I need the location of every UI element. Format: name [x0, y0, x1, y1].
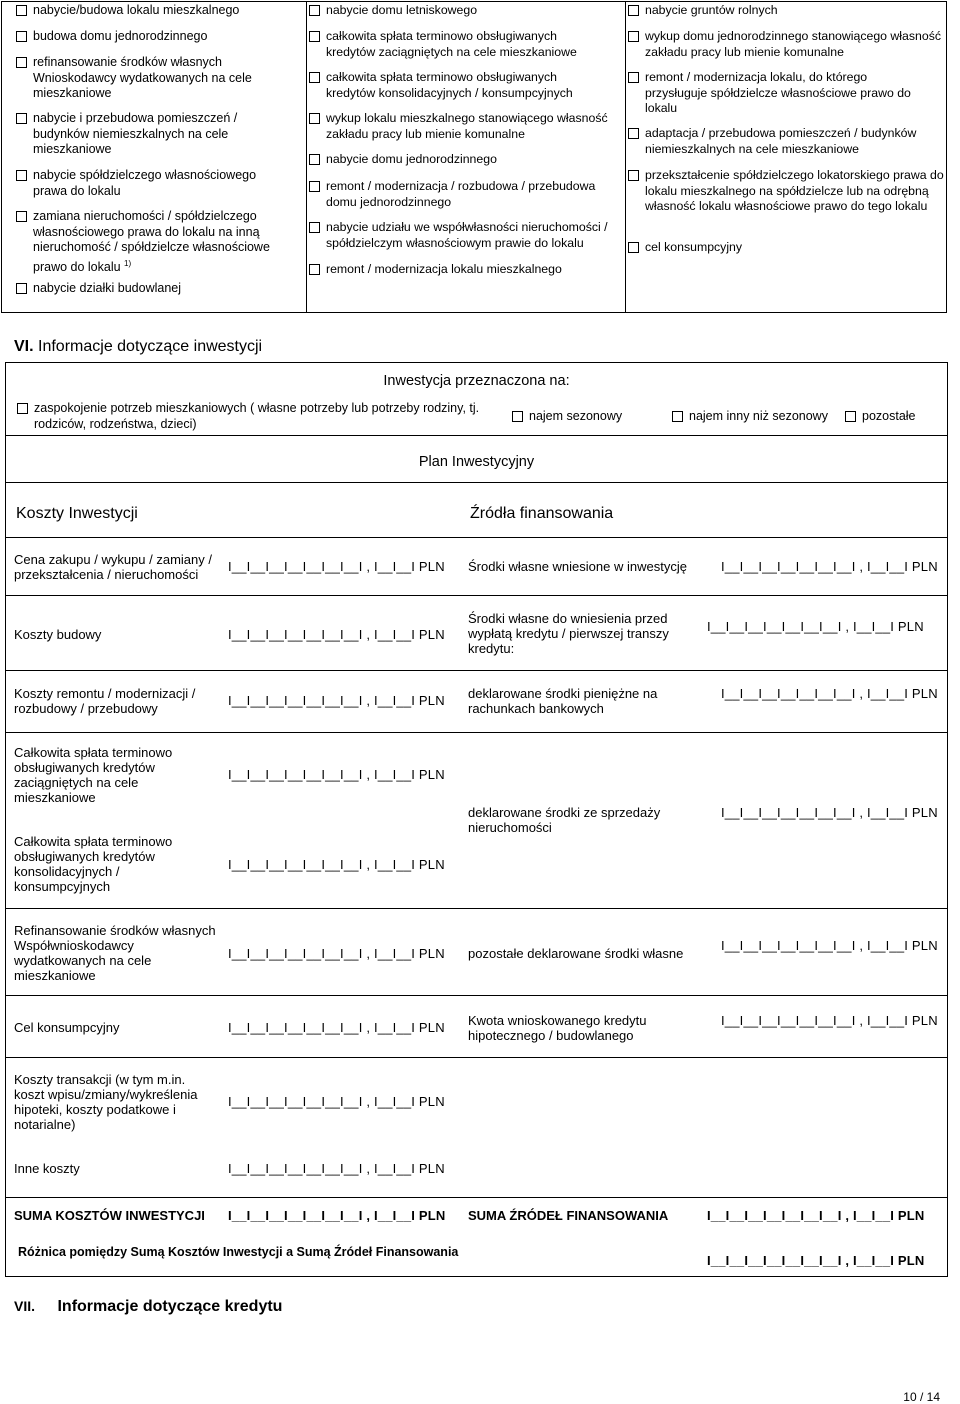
purpose-option-checkbox[interactable]: zamiana nieruchomości / spółdzielczego własnościowego prawa do lokalu na inną nieruchomość / spółdzielcze własnościowe prawo do lokalu $^{1)}$	[16, 209, 286, 275]
checkbox[interactable]	[309, 181, 320, 192]
section-vii-title	[14, 1298, 282, 1316]
section-number: VII.	[14, 1298, 36, 1314]
source-label: deklarowane środki ze sprzedaży nieruchomości	[468, 805, 661, 835]
purpose-option-checkbox[interactable]: refinansowanie środków własnych Wnioskodawcy wydatkowanych na cele mieszkaniowe	[16, 55, 272, 102]
source-other-funds-amount-field[interactable]: I__I__I__I__I__I__I__I , I__I__I PLN	[721, 938, 938, 953]
source-bank-funds-amount-field[interactable]: I__I__I__I__I__I__I__I , I__I__I PLN	[721, 686, 938, 701]
checkbox[interactable]	[17, 403, 28, 414]
cost-label: Całkowita spłata terminowo obsługiwanych kredytów zaciągniętych na cele mieszkaniowe	[14, 745, 173, 805]
source-label: deklarowane środki pieniężne na rachunkach bankowych	[468, 686, 658, 716]
purpose-option-checkbox[interactable]: remont / modernizacja / rozbudowa / przebudowa domu jednorodzinnego	[309, 179, 621, 210]
purpose-option-checkbox[interactable]: remont / modernizacja lokalu, do którego przysługuje spółdzielcze własnościowe prawo do lokalu	[628, 70, 932, 117]
checkbox[interactable]	[628, 72, 639, 83]
sum-costs-field[interactable]: I__I__I__I__I__I__I__I , I__I__I PLN	[228, 1208, 446, 1223]
section-title: Informacje dotyczące inwestycji	[38, 338, 263, 355]
checkbox[interactable]	[16, 31, 27, 42]
source-property-sale-amount-field[interactable]: I__I__I__I__I__I__I__I , I__I__I PLN	[721, 805, 938, 820]
plan-heading: Plan Inwestycyjny	[418, 454, 535, 470]
cost-consumer-repayment-amount-field[interactable]: I__I__I__I__I__I__I__I , I__I__I PLN	[228, 857, 445, 872]
row-divider	[5, 595, 948, 596]
cost-other-amount-field[interactable]: I__I__I__I__I__I__I__I , I__I__I PLN	[228, 1161, 445, 1176]
cost-label: Cel konsumpcyjny	[14, 1020, 120, 1035]
checkbox[interactable]	[309, 264, 320, 275]
purpose-option-checkbox[interactable]: nabycie domu jednorodzinnego	[309, 152, 621, 168]
costs-heading: Koszty Inwestycji	[16, 505, 138, 522]
purpose-option-checkbox[interactable]: przekształcenie spółdzielczego lokatorskiego prawa do lokalu mieszkalnego na spółdzielcze lub na odrębną własność lokalu własnościowe prawo do tego lokalu	[628, 168, 946, 215]
checkbox[interactable]	[309, 72, 320, 83]
cost-mortgage-repayment-amount-field[interactable]: I__I__I__I__I__I__I__I , I__I__I PLN	[228, 767, 445, 782]
purpose-seasonal-rent-checkbox[interactable]: najem sezonowy	[512, 409, 622, 425]
source-label: pozostałe deklarowane środki własne	[468, 946, 684, 961]
section-vi-title	[14, 338, 262, 356]
footnote-marker: 1)	[124, 258, 132, 268]
checkbox[interactable]	[628, 31, 639, 42]
purpose-option-checkbox[interactable]: budowa domu jednorodzinnego	[16, 29, 301, 45]
purpose-option-checkbox[interactable]: nabycie udziału we współwłasności nieruchomości / spółdzielczym własnościowym prawie do lokalu	[309, 220, 621, 251]
cost-refinancing-amount-field[interactable]: I__I__I__I__I__I__I__I , I__I__I PLN	[228, 946, 445, 961]
cost-consumer-purpose-amount-field[interactable]: I__I__I__I__I__I__I__I , I__I__I PLN	[228, 1020, 445, 1035]
cost-label: Refinansowanie środków własnych Współwnioskodawcy wydatkowanych na cele mieszkaniowe	[14, 923, 216, 983]
purpose-option-checkbox[interactable]: wykup domu jednorodzinnego stanowiącego własność zakładu pracy lub mienie komunalne	[628, 29, 944, 60]
row-divider	[5, 732, 948, 733]
purpose-option-checkbox[interactable]: nabycie gruntów rolnych	[628, 3, 944, 19]
row-divider	[5, 537, 948, 538]
sum-sources-label: SUMA ŹRÓDEŁ FINANSOWANIA	[468, 1208, 669, 1223]
divider	[625, 1, 626, 313]
purpose-own-needs-checkbox[interactable]: zaspokojenie potrzeb mieszkaniowych ( własne potrzeby lub potrzeby rodziny, tj. rodziców, rodzeństwa, dzieci)	[17, 401, 505, 432]
checkbox[interactable]	[628, 242, 639, 253]
purpose-option-checkbox[interactable]: nabycie i przebudowa pomieszczeń / budynków niemieszkalnych na cele mieszkaniowe	[16, 111, 272, 158]
cost-label: Całkowita spłata terminowo obsługiwanych kredytów konsolidacyjnych / konsumpcyjnych	[14, 834, 173, 894]
checkbox[interactable]	[309, 222, 320, 233]
purpose-heading: Inwestycja przeznaczona na:	[383, 373, 570, 389]
cost-label: Inne koszty	[14, 1161, 80, 1176]
source-label: Środki własne do wniesienia przed wypłatą kredytu / pierwszej transzy kredytu:	[468, 611, 669, 656]
page-number: 10 / 14	[903, 1390, 940, 1404]
cost-renovation-amount-field[interactable]: I__I__I__I__I__I__I__I , I__I__I PLN	[228, 693, 445, 708]
section-number: VI.	[14, 338, 34, 355]
purpose-other-checkbox[interactable]: pozostałe	[845, 409, 916, 425]
purpose-option-checkbox[interactable]: całkowita spłata terminowo obsługiwanych kredytów konsolidacyjnych / konsumpcyjnych	[309, 70, 609, 101]
cost-label: Koszty budowy	[14, 627, 102, 642]
row-divider	[5, 670, 948, 671]
purpose-option-checkbox[interactable]: nabycie działki budowlanej	[16, 281, 301, 297]
checkbox[interactable]	[309, 113, 320, 124]
cost-transaction-amount-field[interactable]: I__I__I__I__I__I__I__I , I__I__I PLN	[228, 1094, 445, 1109]
row-divider	[5, 995, 948, 996]
checkbox[interactable]	[628, 5, 639, 16]
checkbox[interactable]	[628, 128, 639, 139]
source-own-funds-before-payout-amount-field[interactable]: I__I__I__I__I__I__I__I , I__I__I PLN	[707, 619, 924, 634]
row-divider	[5, 908, 948, 909]
checkbox[interactable]	[628, 170, 639, 181]
checkbox[interactable]	[309, 31, 320, 42]
source-own-funds-amount-field[interactable]: I__I__I__I__I__I__I__I , I__I__I PLN	[721, 559, 938, 574]
sum-costs-label: SUMA KOSZTÓW INWESTYCJI	[14, 1208, 205, 1223]
cost-label: Cena zakupu / wykupu / zamiany / przekształcenia / nieruchomości	[14, 552, 212, 582]
purpose-option-checkbox[interactable]: nabycie spółdzielczego własnościowego prawa do lokalu	[16, 168, 272, 199]
purpose-option-checkbox[interactable]: nabycie domu letniskowego	[309, 3, 621, 19]
section-title: Informacje dotyczące kredytu	[57, 1298, 283, 1315]
difference-label: Różnica pomiędzy Sumą Kosztów Inwestycji a Sumą Źródeł Finansowania	[18, 1245, 459, 1259]
purpose-option-checkbox[interactable]: adaptacja / przebudowa pomieszczeń / budynków niemieszkalnych na cele mieszkaniowe	[628, 126, 944, 157]
row-divider	[5, 482, 948, 483]
source-loan-amount-field[interactable]: I__I__I__I__I__I__I__I , I__I__I PLN	[721, 1013, 938, 1028]
checkbox[interactable]	[16, 57, 27, 68]
purpose-option-checkbox[interactable]: nabycie/budowa lokalu mieszkalnego	[16, 3, 301, 19]
checkbox[interactable]	[309, 154, 320, 165]
purpose-option-checkbox[interactable]: całkowita spłata terminowo obsługiwanych kredytów zaciągniętych na cele mieszkaniowe	[309, 29, 609, 60]
cost-label: Koszty remontu / modernizacji / rozbudowy / przebudowy	[14, 686, 196, 716]
cost-purchase-amount-field[interactable]: I__I__I__I__I__I__I__I , I__I__I PLN	[228, 559, 445, 574]
cost-label: Koszty transakcji (w tym m.in. koszt wpisu/zmiany/wykreślenia hipoteki, koszty podatkowe i notarialne)	[14, 1072, 198, 1132]
row-divider	[5, 1197, 948, 1198]
checkbox[interactable]	[845, 411, 856, 422]
checkbox[interactable]	[309, 5, 320, 16]
checkbox[interactable]	[16, 211, 27, 222]
checkbox[interactable]	[16, 113, 27, 124]
checkbox[interactable]	[16, 283, 27, 294]
purpose-option-checkbox[interactable]: remont / modernizacja lokalu mieszkalnego	[309, 262, 621, 278]
purpose-option-checkbox[interactable]: wykup lokalu mieszkalnego stanowiącego własność zakładu pracy lub mienie komunalne	[309, 111, 609, 142]
divider	[306, 1, 307, 313]
source-label: Kwota wnioskowanego kredytu hipotecznego / budowlanego	[468, 1013, 647, 1043]
checkbox[interactable]	[512, 411, 523, 422]
checkbox[interactable]	[16, 170, 27, 181]
checkbox[interactable]	[16, 5, 27, 16]
purpose-other-rent-checkbox[interactable]: najem inny niż sezonowy	[672, 409, 828, 425]
row-divider	[5, 1057, 948, 1058]
sources-heading: Źródła finansowania	[470, 505, 614, 522]
sum-sources-field[interactable]: I__I__I__I__I__I__I__I , I__I__I PLN	[707, 1208, 925, 1223]
cost-construction-amount-field[interactable]: I__I__I__I__I__I__I__I , I__I__I PLN	[228, 627, 445, 642]
checkbox[interactable]	[672, 411, 683, 422]
source-label: Środki własne wniesione w inwestycję	[468, 559, 687, 574]
difference-field[interactable]: I__I__I__I__I__I__I__I , I__I__I PLN	[707, 1253, 925, 1268]
purpose-option-checkbox[interactable]: cel konsumpcyjny	[628, 240, 944, 256]
